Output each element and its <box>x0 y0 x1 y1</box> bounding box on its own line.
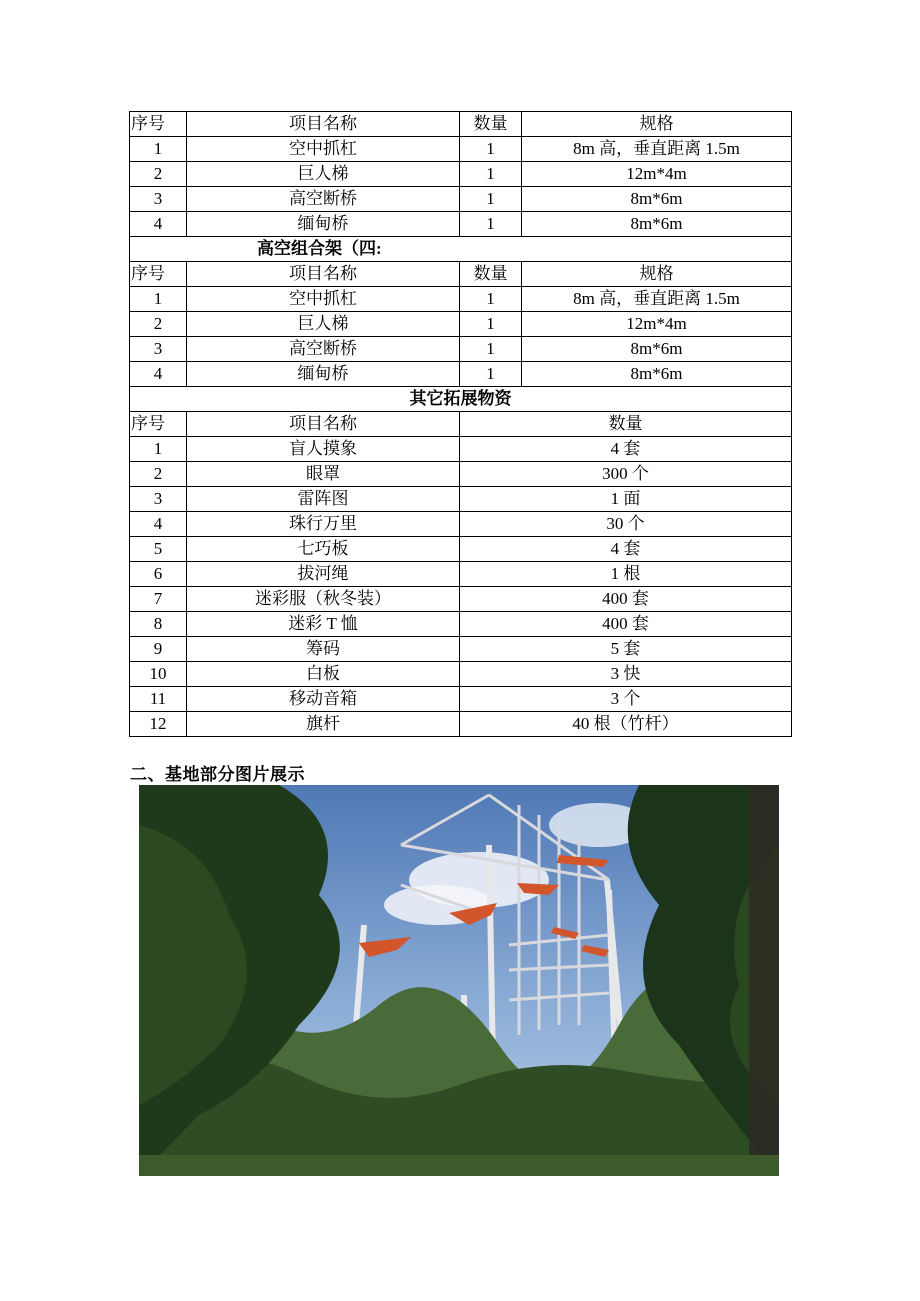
cell-spec: 8m 高，垂直距离 1.5m <box>522 137 792 162</box>
cell-qty: 1 <box>460 287 522 312</box>
table-row <box>130 312 792 337</box>
cell-index: 4 <box>130 362 187 387</box>
header-qty: 数量 <box>460 112 522 137</box>
table-row <box>130 337 792 362</box>
cell-spec: 8m*6m <box>522 212 792 237</box>
cell-name: 珠行万里 <box>187 512 460 537</box>
section2-title: 高空组合架（四: <box>257 239 382 258</box>
table-row <box>130 512 792 537</box>
cell-spec: 8m 高，垂直距离 1.5m <box>522 287 792 312</box>
cell-index: 2 <box>130 162 187 187</box>
header-qty: 数量 <box>460 262 522 287</box>
cell-index: 3 <box>130 487 187 512</box>
cell-name: 拔河绳 <box>187 562 460 587</box>
cell-index: 1 <box>130 437 187 462</box>
cell-qty: 5 套 <box>460 637 792 662</box>
cell-name: 空中抓杠 <box>187 287 460 312</box>
header-qty: 数量 <box>460 412 792 437</box>
cell-name: 眼罩 <box>187 462 460 487</box>
cell-qty: 1 <box>460 187 522 212</box>
cell-index: 9 <box>130 637 187 662</box>
table-row <box>130 712 792 737</box>
cell-index: 4 <box>130 512 187 537</box>
header-name: 项目名称 <box>187 262 460 287</box>
cell-index: 2 <box>130 462 187 487</box>
cell-index: 2 <box>130 312 187 337</box>
cell-spec: 12m*4m <box>522 162 792 187</box>
table-row <box>130 212 792 237</box>
cell-qty: 1 <box>460 137 522 162</box>
equipment-table <box>129 111 792 737</box>
cell-index: 12 <box>130 712 187 737</box>
cell-name: 旗杆 <box>187 712 460 737</box>
cell-qty: 300 个 <box>460 462 792 487</box>
cell-qty: 3 个 <box>460 687 792 712</box>
table-row <box>130 637 792 662</box>
table-row <box>130 162 792 187</box>
cell-spec: 8m*6m <box>522 187 792 212</box>
cell-index: 3 <box>130 337 187 362</box>
cell-name: 缅甸桥 <box>187 362 460 387</box>
cell-spec: 8m*6m <box>522 362 792 387</box>
header-name: 项目名称 <box>187 112 460 137</box>
cell-qty: 4 套 <box>460 437 792 462</box>
cell-name: 高空断桥 <box>187 337 460 362</box>
cell-qty: 1 <box>460 212 522 237</box>
cell-qty: 40 根（竹杆） <box>460 712 792 737</box>
cell-name: 迷彩服（秋冬装） <box>187 587 460 612</box>
cell-name: 白板 <box>187 662 460 687</box>
table-row <box>130 562 792 587</box>
header-spec: 规格 <box>522 112 792 137</box>
cell-index: 1 <box>130 137 187 162</box>
cell-index: 11 <box>130 687 187 712</box>
cell-name: 筹码 <box>187 637 460 662</box>
section-heading: 二、基地部分图片展示 <box>130 765 305 785</box>
cell-index: 5 <box>130 537 187 562</box>
header-name: 项目名称 <box>187 412 460 437</box>
cell-name: 迷彩 T 恤 <box>187 612 460 637</box>
cell-qty: 1 根 <box>460 562 792 587</box>
ropes-course-photo <box>139 785 779 1176</box>
header-index: 序号 <box>130 112 187 137</box>
table-row <box>130 437 792 462</box>
table-row <box>130 137 792 162</box>
cell-qty: 1 面 <box>460 487 792 512</box>
table-row <box>130 462 792 487</box>
cell-spec: 8m*6m <box>522 337 792 362</box>
cell-name: 雷阵图 <box>187 487 460 512</box>
cell-name: 盲人摸象 <box>187 437 460 462</box>
cell-qty: 400 套 <box>460 612 792 637</box>
cell-qty: 400 套 <box>460 587 792 612</box>
cell-name: 七巧板 <box>187 537 460 562</box>
table-row <box>130 487 792 512</box>
cell-index: 3 <box>130 187 187 212</box>
cell-name: 移动音箱 <box>187 687 460 712</box>
cell-name: 巨人梯 <box>187 162 460 187</box>
cell-qty: 3 快 <box>460 662 792 687</box>
cell-qty: 1 <box>460 312 522 337</box>
cell-qty: 1 <box>460 162 522 187</box>
table-row <box>130 662 792 687</box>
cell-index: 4 <box>130 212 187 237</box>
header-index: 序号 <box>130 262 187 287</box>
cell-name: 空中抓杠 <box>187 137 460 162</box>
cell-name: 巨人梯 <box>187 312 460 337</box>
table-row <box>130 287 792 312</box>
section-title-row <box>130 237 792 262</box>
table-row <box>130 612 792 637</box>
header-spec: 规格 <box>522 262 792 287</box>
section3-title: 其它拓展物资 <box>130 387 792 412</box>
table-row <box>130 362 792 387</box>
cell-name: 高空断桥 <box>187 187 460 212</box>
cell-index: 8 <box>130 612 187 637</box>
cell-spec: 12m*4m <box>522 312 792 337</box>
header-index: 序号 <box>130 412 187 437</box>
table2-header-row <box>130 262 792 287</box>
equipment-table-container <box>129 111 791 737</box>
cell-qty: 4 套 <box>460 537 792 562</box>
cell-qty: 30 个 <box>460 512 792 537</box>
cell-name: 缅甸桥 <box>187 212 460 237</box>
table1-header-row <box>130 112 792 137</box>
cell-index: 7 <box>130 587 187 612</box>
section-title-row <box>130 387 792 412</box>
table-row <box>130 187 792 212</box>
cell-index: 6 <box>130 562 187 587</box>
table3-header-row <box>130 412 792 437</box>
cell-index: 10 <box>130 662 187 687</box>
table-row <box>130 587 792 612</box>
table-row <box>130 537 792 562</box>
cell-index: 1 <box>130 287 187 312</box>
cell-qty: 1 <box>460 362 522 387</box>
cell-qty: 1 <box>460 337 522 362</box>
table-row <box>130 687 792 712</box>
